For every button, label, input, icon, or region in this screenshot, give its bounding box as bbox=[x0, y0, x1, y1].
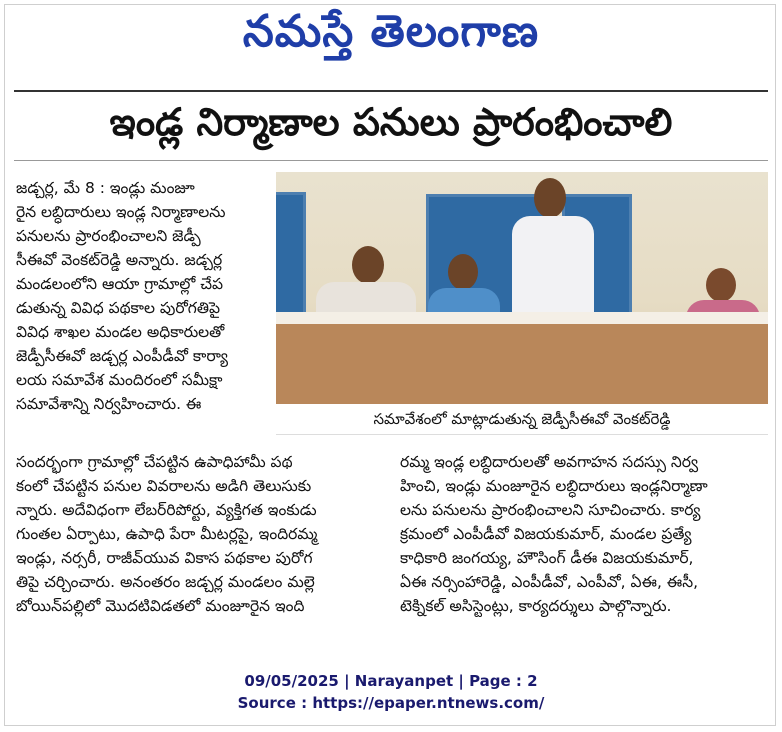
left-line: తిపై చర్చించారు. అనంతరం జడ్చర్ల మండలం మల్లె bbox=[16, 573, 315, 591]
right-line: కాధికారి జంగయ్య, హౌసింగ్ డీఈ విజయకుమార్, bbox=[400, 549, 694, 567]
lead-line: సీఈవో వెంకట్‌రెడ్డి అన్నారు. జడ్చర్ల bbox=[16, 251, 223, 269]
lead-line: జడ్చర్ల, మే 8 : ఇండ్లు మంజూ bbox=[16, 179, 195, 197]
lead-line: జెడ్పీసీఈవో జడ్చర్ల ఎంపీడీవో కార్యా bbox=[16, 347, 228, 365]
left-line: ఇండ్లు, నర్సరీ, రాజీవ్‌యువ వికాస పథకాల పురోగ bbox=[16, 549, 313, 567]
left-line: కంలో చేపట్టిన పనుల వివరాలను అడిగి తెలుసుకు bbox=[16, 477, 312, 495]
photo-caption: సమావేశంలో మాట్లాడుతున్న జెడ్పీసీఈవో వెంకట్‌రెడ్డి bbox=[276, 404, 768, 435]
newspaper-masthead: నమస్తే తెలంగాణ bbox=[242, 6, 540, 57]
left-line: గుంతల ఏర్పాటు, ఉపాధి పేరా మీటర్లపై, ఇందిరమ్మ bbox=[16, 525, 318, 543]
left-line: న్నారు. అదేవిధంగా లేబర్‌రిపోర్టు, వ్యక్తిగత ఇంకుడు bbox=[16, 501, 317, 519]
article-left-column bbox=[16, 450, 396, 618]
left-line: బోయిన్‌పల్లిలో మొదటివిడతలో మంజూరైన ఇంది bbox=[16, 597, 305, 615]
lead-line: డుతున్న వివిధ పథకాల పురోగతిపై bbox=[16, 299, 220, 317]
lead-line: మండలంలోని ఆయా గ్రామాల్లో చేప bbox=[16, 275, 223, 293]
lead-line: రైన లబ్ధిదారులు ఇండ్ల నిర్మాణాలను bbox=[16, 203, 226, 221]
lead-line: పనులను ప్రారంభించాలని జెడ్పీ bbox=[16, 227, 201, 245]
lead-line: వివిధ శాఖల మండల అధికారులతో bbox=[16, 323, 225, 341]
article-headline: ఇండ్ల నిర్మాణాల పనులు ప్రారంభించాలి bbox=[109, 100, 673, 144]
right-line: హించి, ఇండ్లు మంజూరైన లబ్ధిదారులు ఇండ్లనిర్మాణా bbox=[400, 477, 708, 495]
right-line: రమ్మ ఇండ్ల లబ్ధిదారులతో అవగాహన సదస్సు నిర్వ bbox=[400, 453, 699, 471]
lead-line: లయ సమావేశ మందిరంలో సమీక్షా bbox=[16, 371, 223, 389]
photo-table-front bbox=[276, 324, 768, 404]
photo-table-top bbox=[276, 312, 768, 324]
right-line: టెక్నికల్ అసిస్టెంట్లు, కార్యదర్శులు పాల్గొన్నారు. bbox=[400, 597, 672, 615]
masthead-divider bbox=[14, 90, 768, 92]
headline-divider bbox=[14, 160, 768, 161]
left-line: సందర్భంగా గ్రామాల్లో చేపట్టిన ఉపాధిహామీ పథ bbox=[16, 453, 293, 471]
right-line: క్రమంలో ఎంపీడీవో విజయకుమార్, మండల ప్రత్యే bbox=[400, 525, 692, 543]
right-line: లను పనులను ప్రారంభించాలని సూచించారు. కార్య bbox=[400, 501, 701, 519]
footer-source-link[interactable]: Source : https://epaper.ntnews.com/ bbox=[237, 694, 545, 712]
photo-door-left bbox=[276, 192, 306, 318]
article-photo bbox=[276, 172, 768, 404]
footer-edition-info: 09/05/2025 | Narayanpet | Page : 2 bbox=[244, 672, 538, 690]
article-right-column bbox=[400, 450, 768, 618]
lead-line: సమావేశాన్ని నిర్వహించారు. ఈ bbox=[16, 395, 202, 413]
right-line: ఏఈ నర్సింహారెడ్డి, ఎంపీడీవో, ఎంపీవో, ఏఈ, ఈసీ, bbox=[400, 573, 699, 591]
article-lead-column bbox=[16, 176, 272, 416]
